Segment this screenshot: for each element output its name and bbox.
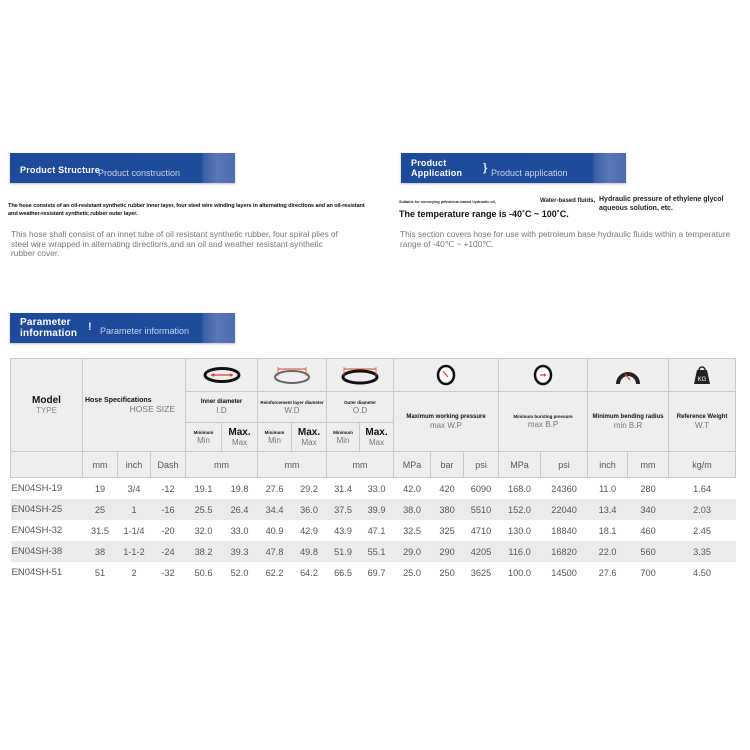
value-cell: 25.5: [186, 499, 222, 520]
value-cell: 116.0: [499, 541, 541, 562]
value-cell: 24360: [551, 483, 577, 494]
wd-label: Reinforcement layer diameter: [260, 399, 324, 405]
value-cell: 325: [439, 525, 455, 536]
br-sub: min B.R: [613, 420, 643, 430]
value-cell: 29.2: [300, 483, 318, 494]
id-max-header: [222, 423, 258, 452]
value-cell: -12: [161, 483, 175, 494]
value-cell: 62.2: [265, 567, 284, 578]
model-sub: TYPE: [36, 406, 57, 415]
banner-title-line1: Parameter: [20, 317, 71, 328]
unit-cell: psi: [541, 452, 588, 478]
value-cell: 11.0: [598, 483, 617, 494]
bp-sub: max B.P: [527, 420, 559, 429]
value-cell: 280: [640, 483, 656, 494]
id-min-header: [186, 423, 222, 452]
value-cell: 3/4: [127, 483, 141, 494]
min-sub: Min: [197, 436, 210, 445]
model-cell: EN04SH-19: [11, 483, 63, 494]
value-cell: 14500: [551, 567, 577, 578]
reinforcement-diameter-header: [258, 392, 327, 423]
value-cell: 560: [628, 541, 669, 562]
value-cell: 22040: [541, 499, 588, 520]
value-cell: 340: [628, 499, 669, 520]
value-cell: 33.0: [367, 483, 386, 494]
bend-radius-gauge-icon: [588, 359, 669, 392]
value-cell: 1-1-2: [118, 541, 151, 562]
value-cell: 38: [83, 541, 118, 562]
value-cell: 6090: [470, 483, 492, 494]
model-cell: EN04SH-51: [11, 567, 63, 578]
wt-sub: W.T: [694, 420, 710, 430]
od-max-header: [360, 423, 394, 452]
model-label: Model: [32, 395, 61, 406]
model-cell: EN04SH-32: [11, 525, 63, 536]
unit-cell: MPa: [499, 452, 541, 478]
value-cell: 26.4: [222, 499, 258, 520]
value-cell: -24: [151, 541, 186, 562]
value-cell: 16820: [541, 541, 588, 562]
value-cell: 13.4: [588, 499, 628, 520]
min-label: Minimum: [193, 430, 214, 435]
exclamation-icon: !: [88, 321, 92, 333]
value-cell: 43.9: [334, 525, 352, 536]
value-cell: 32.0: [194, 525, 213, 536]
value-cell: 40.9: [265, 525, 284, 536]
model-header: [11, 359, 83, 452]
wp-label: Maximum working pressure: [406, 413, 486, 420]
value-cell: 4.50: [693, 567, 711, 578]
value-cell: 37.5: [327, 499, 360, 520]
value-cell: 47.1: [367, 525, 386, 536]
unit-cell: inch: [588, 452, 628, 478]
od-sub: O.D: [352, 405, 368, 415]
product-structure-banner: [10, 153, 235, 183]
value-cell: 47.8: [258, 541, 292, 562]
bend-radius-header: [588, 392, 669, 452]
value-cell: 38.2: [186, 541, 222, 562]
min-label: Minimum: [264, 430, 285, 435]
unit-cell: mm: [83, 452, 118, 478]
value-cell: 36.0: [292, 499, 327, 520]
value-cell: 38.0: [394, 499, 431, 520]
weight-header: [669, 392, 736, 452]
max-label: Max.: [297, 426, 321, 438]
max-sub: Max: [231, 437, 248, 447]
value-cell: 25.0: [403, 567, 421, 578]
hose-spec-sub: HOSE SIZE: [129, 403, 176, 414]
value-cell: 27.6: [598, 567, 617, 578]
value-cell: 34.4: [258, 499, 292, 520]
working-pressure-header: [394, 392, 499, 452]
model-cell: EN04SH-25: [11, 499, 83, 520]
od-label: Outer diameter: [344, 399, 377, 405]
value-cell: 50.6: [194, 567, 213, 578]
value-cell: 18.1: [598, 525, 617, 536]
wp-sub: max W.P: [430, 420, 463, 430]
hose-spec-label: Hose Specifications: [85, 396, 152, 404]
burst-pressure-header: [499, 392, 588, 452]
banner-subtitle: Product application: [491, 168, 568, 178]
unit-cell: kg/m: [669, 452, 736, 478]
inner-diameter-ring-icon: [186, 359, 258, 392]
banner-title-line2: information: [20, 328, 78, 339]
unit-cell: mm: [628, 452, 669, 478]
max-label: Max.: [365, 426, 388, 438]
banner-title-line2: Application: [411, 168, 463, 178]
value-cell: 2.03: [669, 499, 736, 520]
value-cell: 1-1/4: [123, 525, 145, 536]
value-cell: 66.5: [334, 567, 352, 578]
value-cell: 290: [431, 541, 464, 562]
application-note-petroleum: Suitable for conveying petroleum-based hydraulic oil,: [399, 200, 496, 204]
outer-diameter-header: [327, 392, 394, 423]
application-note-water: Water-based fluids,: [540, 198, 596, 204]
wd-sub: W.D: [284, 405, 300, 415]
value-cell: 25: [83, 499, 118, 520]
bp-label: Minimum bursting pressure: [513, 414, 573, 419]
value-cell: 19.1: [194, 483, 213, 494]
value-cell: 39.9: [360, 499, 394, 520]
value-cell: -20: [161, 525, 175, 536]
value-cell: 2: [131, 567, 137, 578]
value-cell: 380: [431, 499, 464, 520]
structure-paragraph: This hose shall consist of an innet tube of oil resistant synthetic rubber, four spiral plies of steel wire wrapped in alternating directions,and an oil and weather resistant synthetic rubber cover.: [11, 229, 338, 258]
value-cell: 42.0: [403, 483, 421, 494]
max-sub: Max: [301, 437, 317, 447]
value-cell: 29.0: [394, 541, 431, 562]
table-row: [11, 562, 736, 583]
temperature-range: The temperature range is -40˚C ~ 100˚C.: [399, 209, 569, 219]
value-cell: 64.2: [300, 567, 318, 578]
value-cell: 460: [640, 525, 656, 536]
banner-title: Product Structure: [20, 165, 100, 175]
kg-label: KG: [697, 377, 707, 383]
value-cell: 4710: [470, 525, 492, 536]
inner-diameter-header: [186, 392, 258, 423]
value-cell: 27.6: [265, 483, 284, 494]
banner-title: [411, 158, 462, 178]
value-cell: 3625: [470, 567, 492, 578]
value-cell: 49.8: [292, 541, 327, 562]
min-sub: Min: [268, 436, 281, 445]
value-cell: 51: [94, 567, 106, 578]
unit-cell: mm: [258, 452, 327, 478]
value-cell: 4205: [464, 541, 499, 562]
value-cell: 19: [94, 483, 106, 494]
min-sub: Min: [336, 436, 350, 445]
value-cell: 33.0: [230, 525, 249, 536]
table-row: [11, 520, 736, 541]
application-note-hydraulic: Hydraulic pressure of ethylene glycol aqueous solution, etc.: [599, 196, 724, 212]
value-cell: 19.8: [230, 483, 249, 494]
value-cell: 2.45: [693, 525, 711, 536]
value-cell: 250: [439, 567, 455, 578]
value-cell: 22.0: [588, 541, 628, 562]
unit-cell: psi: [464, 452, 499, 478]
wd-max-header: [292, 423, 327, 452]
value-cell: 32.5: [403, 525, 421, 536]
id-label: Inner diameter: [200, 399, 243, 405]
value-cell: 700: [640, 567, 656, 578]
banner-subtitle: Product construction: [98, 168, 181, 178]
parameter-information-banner: [10, 313, 235, 343]
max-sub: Max: [368, 437, 385, 447]
bracket-icon: }: [483, 162, 488, 174]
product-application-banner: [401, 153, 626, 183]
value-cell: 31.5: [91, 525, 109, 536]
structure-bold-note: The hose consists of an oil-resistant synthetic rubber inner layer, four steel wire winding layers in alternating directions and an oil-resistant and weather-resistant synthetic rubber outer layer.: [8, 203, 365, 217]
value-cell: -32: [161, 567, 175, 578]
min-label: Minimum: [333, 430, 353, 435]
banner-title-line1: Product: [411, 158, 447, 168]
value-cell: -16: [151, 499, 186, 520]
value-cell: 100.0: [508, 567, 532, 578]
parameter-table: [10, 358, 736, 583]
value-cell: 39.3: [222, 541, 258, 562]
outer-diameter-ring-icon: [327, 359, 394, 392]
hose-spec-header: [83, 359, 186, 452]
value-cell: 52.0: [230, 567, 249, 578]
table-row: [11, 499, 736, 520]
value-cell: 31.4: [334, 483, 352, 494]
value-cell: 1.64: [693, 483, 711, 494]
value-cell: 1: [118, 499, 151, 520]
table-row: [11, 541, 736, 562]
kg-weight-icon: [669, 359, 736, 392]
units-row: [11, 452, 736, 478]
value-cell: 130.0: [508, 525, 532, 536]
reinforcement-ring-icon: [258, 359, 327, 392]
unit-cell: bar: [431, 452, 464, 478]
application-paragraph: This section covers hose for use with petroleum base hydraulic fluids within a temperature range of -40℃ ~ +100℃.: [400, 229, 731, 249]
unit-cell: inch: [118, 452, 151, 478]
value-cell: 168.0: [508, 483, 532, 494]
wd-min-header: [258, 423, 292, 452]
banner-subtitle: Parameter information: [100, 326, 190, 336]
pressure-gauge-icon: [394, 359, 499, 392]
max-label: Max.: [228, 426, 251, 438]
value-cell: 69.7: [367, 567, 386, 578]
unit-cell: mm: [186, 452, 258, 478]
table-body: [11, 478, 736, 584]
od-min-header: [327, 423, 360, 452]
burst-gauge-icon: [499, 359, 588, 392]
value-cell: 55.1: [360, 541, 394, 562]
wt-label: Reference Weight: [676, 413, 728, 420]
value-cell: 18840: [551, 525, 577, 536]
value-cell: 51.9: [327, 541, 360, 562]
model-cell: EN04SH-38: [11, 541, 83, 562]
value-cell: 152.0: [499, 499, 541, 520]
unit-blank: [11, 452, 83, 478]
unit-cell: MPa: [394, 452, 431, 478]
br-label: Minimum bending radius: [592, 413, 664, 420]
value-cell: 3.35: [669, 541, 736, 562]
banner-title: [20, 317, 77, 339]
unit-cell: Dash: [151, 452, 186, 478]
unit-cell: mm: [327, 452, 394, 478]
value-cell: 42.9: [300, 525, 318, 536]
value-cell: 5510: [464, 499, 499, 520]
table-row: [11, 478, 736, 500]
value-cell: 420: [439, 483, 455, 494]
id-sub: I.D: [216, 406, 227, 415]
